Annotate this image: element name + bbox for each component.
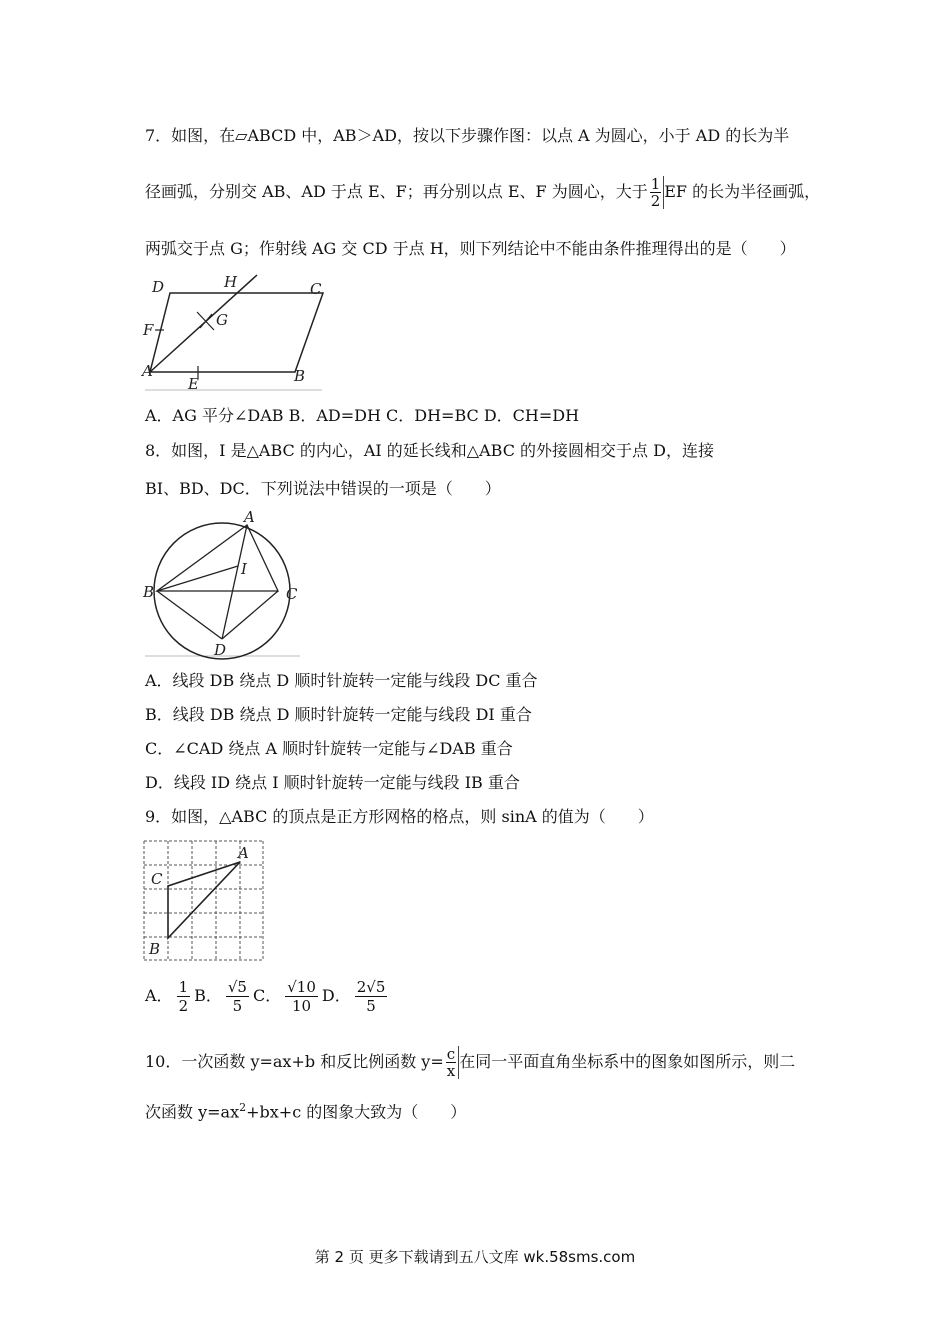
q10-line2-pre: 次函数 y=ax: [145, 1102, 240, 1122]
q7-label-g: G: [216, 311, 228, 329]
q7-line2-pre: 径画弧，分别交 AB、AD 于点 E、F；再分别以点 E、F 为圆心，大于: [145, 182, 648, 201]
q7-label-d: D: [152, 278, 165, 296]
q9-options: [145, 975, 391, 1017]
q7-parallelogram-figure: [140, 270, 325, 395]
q9-opt-d-num: 2√5: [356, 978, 386, 996]
q9-triangle-abc: [168, 862, 240, 938]
q10-line2: [145, 1098, 466, 1122]
q10-cx-fraction: [444, 1046, 459, 1079]
q7-line2-post: EF 的长为半径画弧，: [664, 182, 821, 201]
q9-opt-b-num: √5: [227, 978, 247, 996]
q8-option-b: B．线段 DB 绕点 D 顺时针旋转一定能与线段 DI 重合: [145, 705, 532, 724]
q9-opt-b-label: B．: [194, 986, 222, 1005]
q9-opt-d-label: D．: [321, 986, 351, 1005]
q7-line1: 7．如图，在▱ABCD 中，AB＞AD，按以下步骤作图：以点 A 为圆心，小于 AD 的长为半: [145, 126, 790, 145]
q8-line-bi: [157, 566, 238, 591]
q7-label-e: E: [188, 375, 199, 393]
q9-opt-b-fraction: [226, 978, 249, 1015]
q10-exponent: 2: [239, 1101, 247, 1114]
q7-label-h: H: [224, 273, 238, 291]
q8-label-i: I: [241, 560, 247, 578]
q9-opt-c-fraction: [285, 978, 318, 1015]
q8-label-d: D: [214, 641, 227, 659]
q9-opt-a-fraction: [177, 978, 191, 1015]
q9-opt-c-den: 10: [292, 997, 312, 1015]
q8-label-b: B: [143, 583, 155, 601]
q7-label-a: A: [142, 362, 153, 380]
q7-parallelogram: [150, 293, 323, 372]
q7-options: A．AG 平分∠DAB B．AD=DH C．DH=BC D．CH=DH: [145, 406, 580, 425]
q10-line1: [145, 1046, 795, 1079]
q8-circle-figure: [140, 508, 305, 660]
q8-line-ad: [222, 525, 247, 639]
q9-opt-c-num: √10: [287, 978, 316, 996]
q8-label-c: C: [286, 585, 298, 603]
q7-line3: 两弧交于点 G；作射线 AG 交 CD 于点 H，则下列结论中不能由条件推理得出的是（ ）: [145, 239, 796, 258]
q7-label-b: B: [294, 367, 306, 385]
q8-line2: BI、BD、DC．下列说法中错误的一项是（ ）: [145, 479, 501, 498]
q7-frac-den: 2: [650, 192, 661, 210]
q10-line1-post: 在同一平面直角坐标系中的图象如图所示，则二: [459, 1052, 796, 1071]
q10-frac-num: c: [446, 1045, 456, 1063]
q7-frac-num: 1: [650, 175, 661, 193]
q9-grid-figure: [143, 840, 265, 962]
q8-line1: 8．如图，I 是△ABC 的内心，AI 的延长线和△ABC 的外接圆相交于点 D，连接: [145, 441, 714, 460]
q9-opt-b-den: 5: [232, 997, 243, 1015]
q9-label-a: A: [238, 844, 249, 862]
q9-opt-a-label: A．: [145, 986, 173, 1005]
q7-line2: [145, 176, 820, 209]
q8-option-c: C．∠CAD 绕点 A 顺时针旋转一定能与∠DAB 重合: [145, 739, 513, 758]
page-footer: 第 2 页 更多下载请到五八文库 wk.58sms.com: [314, 1248, 636, 1266]
q9-opt-d-den: 5: [366, 997, 376, 1015]
q10-line1-pre: 10．一次函数 y=ax+b 和反比例函数 y=: [145, 1052, 444, 1071]
q8-label-a: A: [244, 508, 255, 526]
q9-label-c: C: [151, 870, 163, 888]
q9-label-b: B: [149, 940, 161, 958]
q9-opt-d-fraction: [355, 978, 388, 1015]
q9-opt-c-label: C．: [252, 986, 282, 1005]
q9-opt-a-den: 2: [178, 997, 189, 1015]
q8-option-a: A．线段 DB 绕点 D 顺时针旋转一定能与线段 DC 重合: [145, 671, 538, 690]
q7-half-fraction: [648, 176, 665, 209]
q9-opt-a-num: 1: [178, 978, 189, 996]
q8-option-d: D．线段 ID 绕点 I 顺时针旋转一定能与线段 IB 重合: [145, 773, 520, 792]
q7-label-c: C: [310, 280, 322, 298]
q9-line1: 9．如图，△ABC 的顶点是正方形网格的格点，则 sinA 的值为（ ）: [145, 807, 654, 826]
q7-label-f: F: [143, 321, 154, 339]
q10-frac-den: x: [446, 1062, 456, 1080]
q10-line2-post: +bx+c 的图象大致为（ ）: [246, 1102, 467, 1122]
